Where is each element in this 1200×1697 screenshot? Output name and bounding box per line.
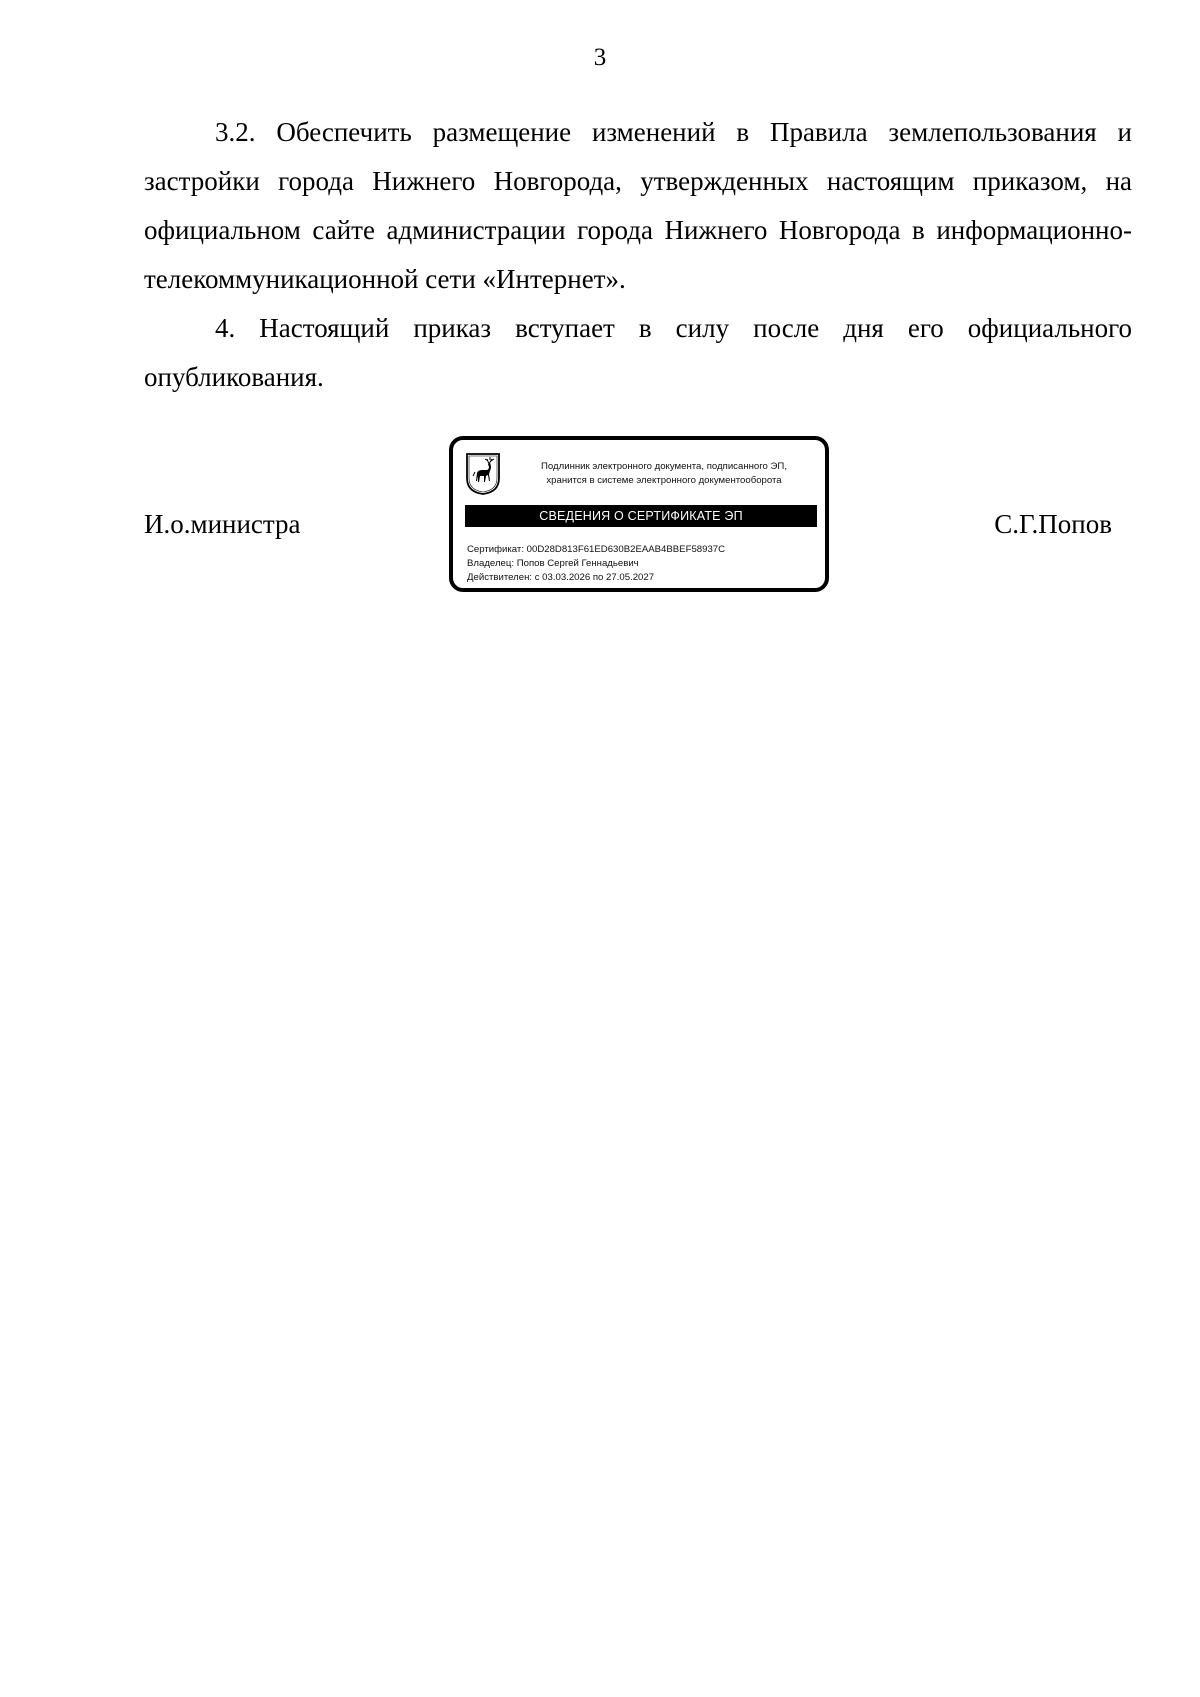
electronic-signature-stamp xyxy=(449,436,829,592)
stamp-header xyxy=(509,460,819,488)
document-body xyxy=(144,108,1132,402)
stamp-header-line-2: хранится в системе электронного документооборота xyxy=(546,475,782,486)
page-number: 3 xyxy=(593,44,607,71)
stamp-title-bar: СВЕДЕНИЯ О СЕРТИФИКАТЕ ЭП xyxy=(465,505,817,527)
certificate-details xyxy=(467,543,817,585)
certificate-owner: Владелец: Попов Сергей Геннадьевич xyxy=(467,558,639,569)
paragraph-3-2: 3.2. Обеспечить размещение изменений в Правила землепользования и застройки города Нижнего Новгорода, утвержденных настоящим приказом, на официальном сайте администрации города Нижнего Новгорода в информационно-телекоммуникационной сети «Интернет». xyxy=(144,117,1132,294)
certificate-validity: Действителен: с 03.03.2026 по 27.05.2027 xyxy=(467,572,655,583)
signer-title: И.о.министра xyxy=(144,509,301,539)
stamp-header-line-1: Подлинник электронного документа, подписанного ЭП, xyxy=(541,461,787,472)
paragraph-4: 4. Настоящий приказ вступает в силу после дня его официального опубликования. xyxy=(144,313,1132,392)
signer-name: С.Г.Попов xyxy=(994,509,1112,539)
nizhny-novgorod-deer-emblem-icon xyxy=(465,452,501,496)
certificate-number: Сертификат: 00D28D813F61ED630B2EAAB4BBEF58937C xyxy=(467,544,726,555)
